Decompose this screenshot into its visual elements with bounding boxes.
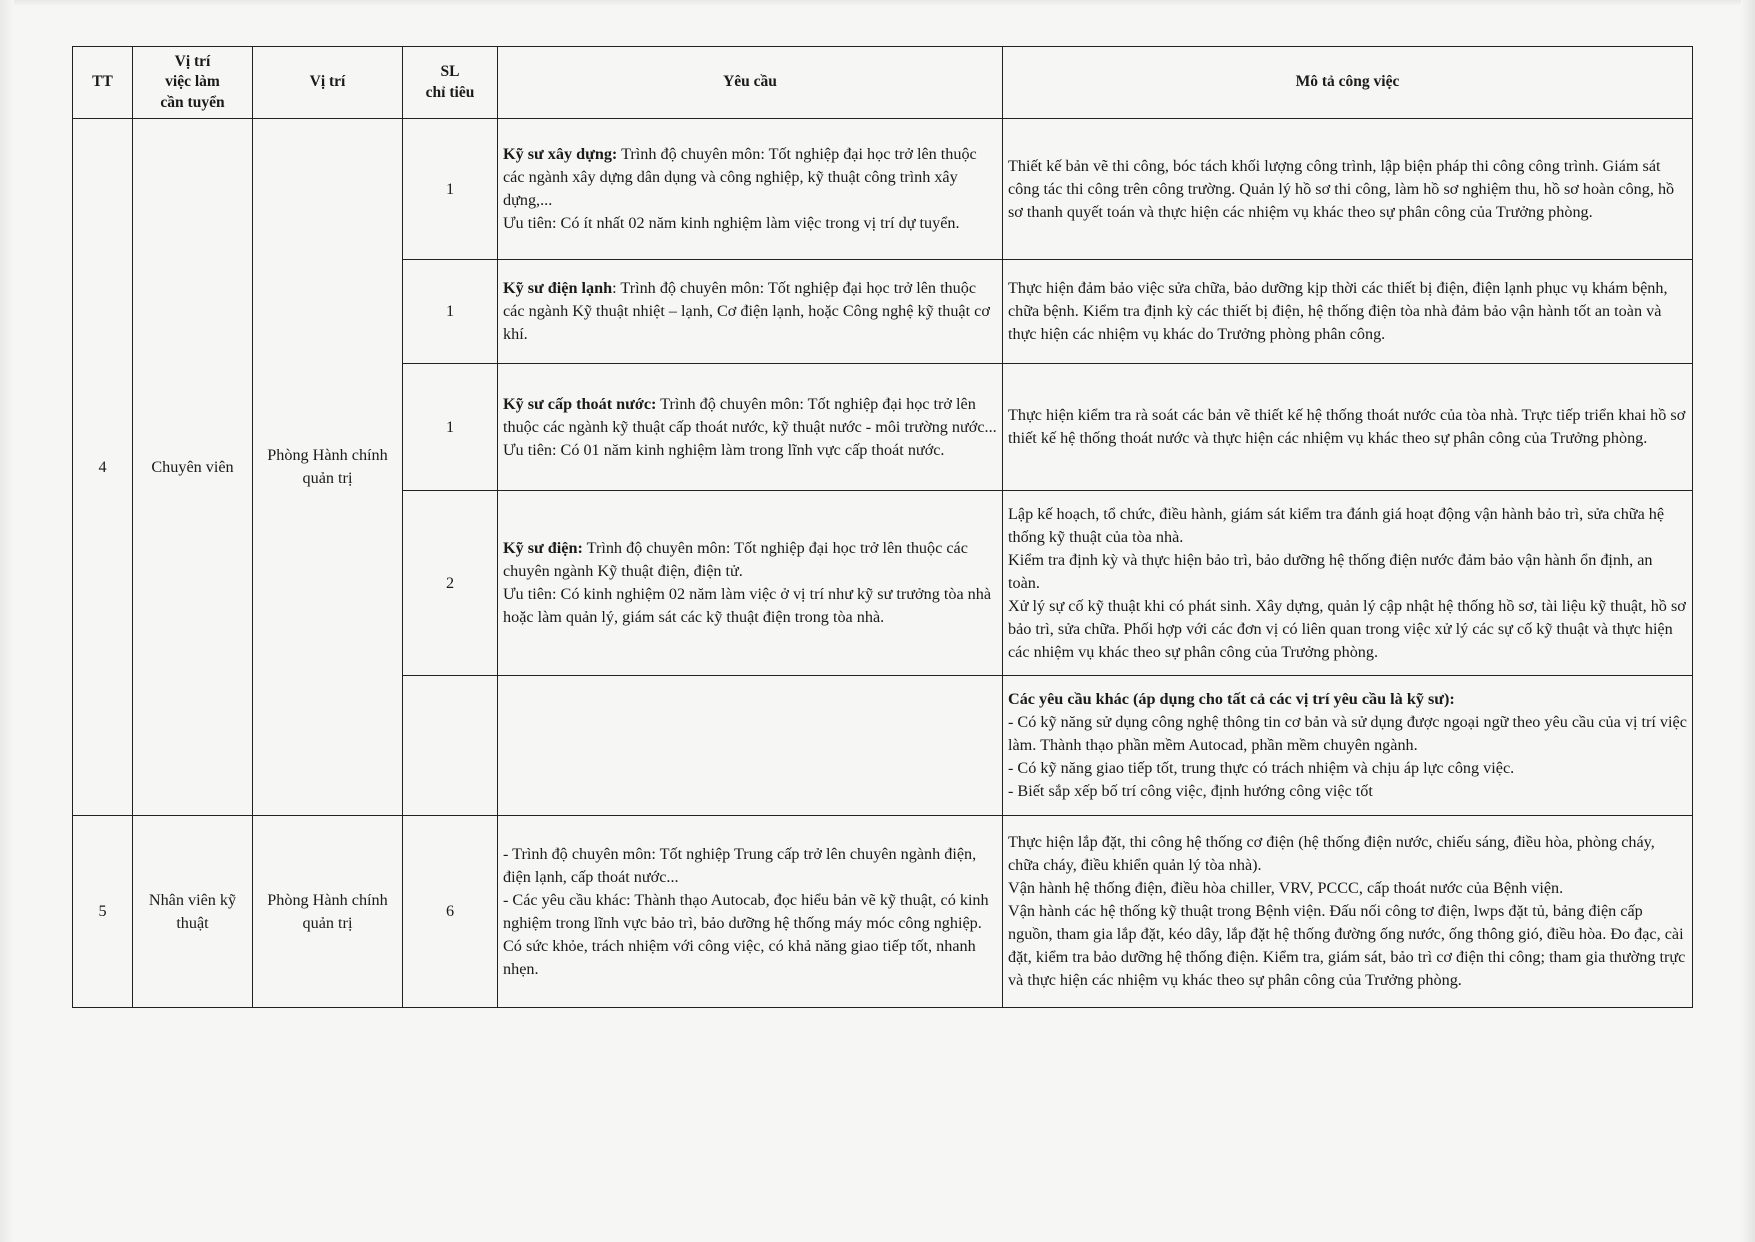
requirements-cell <box>498 491 1003 676</box>
desc-line: Thực hiện lắp đặt, thi công hệ thống cơ điện (hệ thống điện nước, chiếu sáng, điều hòa, phòng cháy, chữa cháy, điều khiển quản lý tòa nhà). <box>1008 833 1655 874</box>
header-tt: TT <box>73 47 133 119</box>
desc-line: Lập kế hoạch, tổ chức, điều hành, giám sát kiểm tra đánh giá hoạt động vận hành bảo trì, sửa chữa hệ thống kỹ thuật của tòa nhà. <box>1008 504 1665 546</box>
quota-cell: 1 <box>403 119 498 260</box>
position-cell: Chuyên viên <box>133 119 253 816</box>
desc-line: Vận hành các hệ thống kỹ thuật trong Bệnh viện. Đấu nối công tơ điện, lwps đặt tủ, bảng điện cấp nguồn, tham gia lắp đặt, kéo dây, lắp đặt hệ thống đường ống nước, ống thông gió, điều hòa. Đo đạc, cài đặt, kiểm tra bảo dưỡng hệ thống điện. Kiểm tra, giám sát, bảo trì cơ điện thi công; tham gia thường trực và thực hiện các nhiệm vụ khác theo sự phân công của Trưởng phòng. <box>1008 902 1686 989</box>
position-cell: Nhân viên kỹ thuật <box>133 816 253 1008</box>
other-line: - Có kỹ năng giao tiếp tốt, trung thực có trách nhiệm và chịu áp lực công việc. <box>1008 759 1515 777</box>
location-cell: Phòng Hành chính quản trị <box>253 119 403 816</box>
description-cell <box>1003 491 1693 676</box>
role-title: Kỹ sư điện lạnh <box>503 279 613 297</box>
other-requirements-cell <box>1003 676 1693 816</box>
location-cell: Phòng Hành chính quản trị <box>253 816 403 1008</box>
header-requirements: Yêu cầu <box>498 47 1003 119</box>
requirements-cell-empty <box>498 676 1003 816</box>
desc-line: Vận hành hệ thống điện, điều hòa chiller, VRV, PCCC, cấp thoát nước của Bệnh viện. <box>1008 879 1564 897</box>
req-line: Có sức khỏe, trách nhiệm với công việc, có khả năng giao tiếp tốt, nhanh nhẹn. <box>503 936 976 978</box>
quota-cell: 2 <box>403 491 498 676</box>
desc-line: Kiểm tra định kỳ và thực hiện bảo trì, bảo dưỡng hệ thống điện nước đảm bảo vận hành ổn định, an toàn. <box>1008 550 1653 592</box>
req-line: - Trình độ chuyên môn: Tốt nghiệp Trung cấp trở lên chuyên ngành điện, điện lạnh, cấp thoát nước... <box>503 844 977 886</box>
header-description: Mô tả công việc <box>1003 47 1693 119</box>
quota-cell: 1 <box>403 260 498 364</box>
description-cell <box>1003 119 1693 260</box>
other-requirements-title: Các yêu cầu khác (áp dụng cho tất cả các vị trí yêu cầu là kỹ sư): <box>1008 690 1455 708</box>
req-line: Trình độ chuyên môn: Tốt nghiệp đại học trở lên thuộc các chuyên ngành Kỹ thuật điện, điện tử. <box>503 539 968 580</box>
page-edge-top <box>0 0 1755 6</box>
req-line: : Trình độ chuyên môn: Tốt nghiệp đại học trở lên thuộc các ngành Kỹ thuật nhiệt – lạnh, Cơ điện lạnh, hoặc Công nghệ kỹ thuật cơ khí. <box>503 279 990 343</box>
table-row <box>73 119 1693 260</box>
header-position-line1: Vị trí <box>174 53 211 71</box>
req-line: - Các yêu cầu khác: Thành thạo Autocab, đọc hiểu bản vẽ kỹ thuật, có kinh nghiệm trong lĩnh vực bảo trì, bảo dưỡng hệ thống máy móc công nghiệp. <box>503 890 989 932</box>
desc-line: Thiết kế bản vẽ thi công, bóc tách khối lượng công trình, lập biện pháp thi công công trình. Giám sát công tác thi công trên công trường. Quản lý hồ sơ thi công, làm hồ sơ nghiệm thu, hồ sơ hoàn công, hồ sơ thanh quyết toán và thực hiện các nhiệm vụ khác theo sự phân công của Trưởng phòng. <box>1008 156 1675 221</box>
req-line: Trình độ chuyên môn: Tốt nghiệp đại học trở lên thuộc các ngành kỹ thuật cấp thoát nước, kỹ thuật nước - môi trường nước... <box>503 394 997 436</box>
requirements-cell <box>498 364 1003 491</box>
role-title: Kỹ sư điện: <box>503 539 583 557</box>
header-position-line2: việc làm <box>165 73 220 91</box>
table-header-row <box>73 47 1693 119</box>
quota-cell-empty <box>403 676 498 816</box>
description-cell <box>1003 364 1693 491</box>
role-title: Kỹ sư cấp thoát nước: <box>503 394 657 413</box>
tt-cell: 5 <box>73 816 133 1008</box>
other-line: - Biết sắp xếp bố trí công việc, định hướng công việc tốt <box>1008 782 1373 800</box>
role-title: Kỹ sư xây dựng: <box>503 145 618 163</box>
req-line: Ưu tiên: Có 01 năm kinh nghiệm làm trong lĩnh vực cấp thoát nước. <box>503 440 945 459</box>
requirements-cell <box>498 816 1003 1008</box>
req-line: Ưu tiên: Có kinh nghiệm 02 năm làm việc ở vị trí như kỹ sư trưởng tòa nhà hoặc làm quản lý, giám sát các kỹ thuật điện trong tòa nhà. <box>503 585 992 626</box>
header-quota-line2: chỉ tiêu <box>425 83 475 101</box>
description-cell <box>1003 816 1693 1008</box>
requirements-cell <box>498 260 1003 364</box>
table-row <box>73 816 1693 1008</box>
page-edge-left <box>0 0 14 1242</box>
other-line: - Có kỹ năng sử dụng công nghệ thông tin cơ bản và sử dụng được ngoại ngữ theo yêu cầu của vị trí việc làm. Thành thạo phần mềm Autocad, phần mềm chuyên ngành. <box>1008 713 1687 754</box>
page-edge-right <box>1741 0 1755 1242</box>
desc-line: Xử lý sự cố kỹ thuật khi có phát sinh. Xây dựng, quản lý cập nhật hệ thống hồ sơ, tài liệu kỹ thuật, hồ sơ bảo trì, sửa chữa. Phối hợp với các đơn vị có liên quan trong việc xử lý các sự cố kỹ thuật và thực hiện các nhiệm vụ khác theo sự phân công của Trưởng phòng. <box>1008 596 1686 661</box>
tt-cell: 4 <box>73 119 133 816</box>
quota-cell: 6 <box>403 816 498 1008</box>
header-quota <box>403 47 498 119</box>
header-location: Vị trí <box>253 47 403 119</box>
req-line: Trình độ chuyên môn: Tốt nghiệp đại học trở lên thuộc các ngành xây dựng dân dụng và công nghiệp, kỹ thuật công trình xây dựng,... <box>503 145 977 209</box>
header-position <box>133 47 253 119</box>
req-line: Ưu tiên: Có ít nhất 02 năm kinh nghiệm làm việc trong vị trí dự tuyển. <box>503 214 960 232</box>
header-position-line3: cần tuyển <box>160 93 225 111</box>
desc-line: Thực hiện kiểm tra rà soát các bản vẽ thiết kế hệ thống thoát nước của tòa nhà. Trực tiếp triển khai hồ sơ thiết kế hệ thống thoát nước và thực hiện các nhiệm vụ khác theo sự phân công của Trưởng phòng. <box>1008 406 1686 447</box>
header-quota-line1: SL <box>440 63 460 81</box>
recruitment-table <box>72 46 1693 1008</box>
description-cell <box>1003 260 1693 364</box>
desc-line: Thực hiện đảm bảo việc sửa chữa, bảo dưỡng kịp thời các thiết bị điện, điện lạnh phục vụ khám bệnh, chữa bệnh. Kiểm tra định kỳ các thiết bị điện, hệ thống điện tòa nhà đảm bảo vận hành tốt an toàn và thực hiện các nhiệm vụ khác do Trưởng phòng phân công. <box>1008 279 1668 343</box>
requirements-cell <box>498 119 1003 260</box>
quota-cell: 1 <box>403 364 498 491</box>
